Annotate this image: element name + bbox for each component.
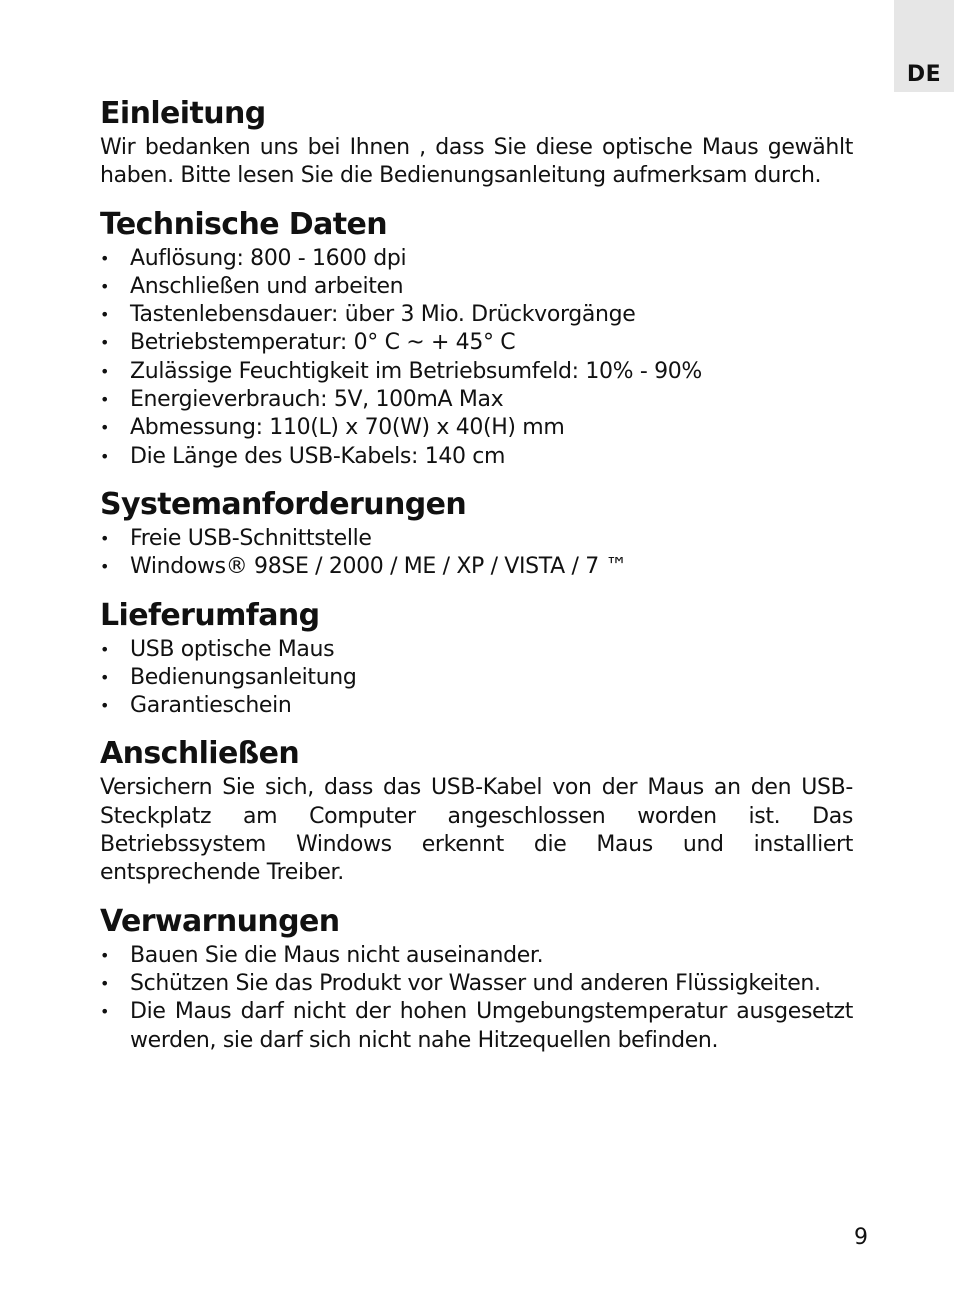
section-heading: Verwarnungen	[100, 903, 340, 939]
manual-content	[100, 94, 853, 1069]
bullet-icon: •	[100, 390, 110, 410]
language-tab-label: DE	[906, 62, 942, 87]
list-item	[100, 942, 853, 970]
section-heading: Technische Daten	[100, 206, 387, 242]
list-item	[100, 692, 853, 720]
list-item	[100, 998, 853, 1055]
bullet-icon: •	[100, 361, 110, 381]
bullet-icon: •	[100, 528, 110, 548]
list-item-text: Garantieschein	[130, 693, 292, 719]
bullet-icon: •	[100, 446, 110, 466]
bullet-icon: •	[100, 639, 110, 659]
warnings-list	[100, 942, 853, 1055]
list-item	[100, 970, 853, 998]
list-item-text: Auflösung: 800 - 1600 dpi	[130, 245, 407, 271]
list-item	[100, 525, 853, 553]
list-item	[100, 414, 853, 442]
list-item-text: Bedienungsanleitung	[130, 664, 357, 690]
spec-list	[100, 245, 853, 471]
bullet-icon: •	[100, 305, 110, 325]
bullet-icon: •	[100, 667, 110, 687]
list-item	[100, 636, 853, 664]
section-paragraph: Versichern Sie sich, dass das USB-Kabel von der Maus an den USB-Steckplatz am Computer angeschlossen worden ist. Das Betriebssystem Windows erkennt die Maus und installiert entsprechende Treiber.	[100, 775, 853, 886]
section-paragraph: Wir bedanken uns bei Ihnen , dass Sie diese optische Maus gewählt haben. Bitte lesen Sie die Bedienungsanleitung aufmerksam durch.	[100, 135, 853, 189]
list-item-text: Abmessung: 110(L) x 70(W) x 40(H) mm	[130, 415, 565, 441]
page-number: 9	[854, 1225, 868, 1250]
section-heading: Anschließen	[100, 736, 300, 772]
bullet-icon: •	[100, 557, 110, 577]
bullet-icon: •	[100, 333, 110, 353]
section-einleitung	[100, 94, 853, 191]
section-heading: Einleitung	[100, 96, 266, 131]
list-item-text: Anschließen und arbeiten	[130, 273, 404, 299]
bullet-icon: •	[100, 945, 110, 965]
list-item-text: Bauen Sie die Maus nicht auseinander.	[130, 942, 544, 968]
bullet-icon: •	[100, 248, 110, 268]
list-item-text: USB optische Maus	[130, 636, 335, 662]
list-item-text: Energieverbrauch: 5V, 100mA Max	[130, 387, 504, 413]
list-item	[100, 245, 853, 273]
list-item-text: Freie USB-Schnittstelle	[130, 525, 372, 551]
section-verwarnungen	[100, 902, 853, 1055]
section-anschliessen	[100, 734, 853, 887]
package-contents-list	[100, 636, 853, 721]
language-tab	[894, 0, 954, 92]
list-item-text: Die Länge des USB-Kabels: 140 cm	[130, 443, 506, 469]
bullet-icon: •	[100, 1002, 110, 1022]
list-item	[100, 358, 853, 386]
requirements-list	[100, 525, 853, 582]
list-item	[100, 329, 853, 357]
list-item	[100, 664, 853, 692]
bullet-icon: •	[100, 696, 110, 716]
list-item-text: Zulässige Feuchtigkeit im Betriebsumfeld: 10% - 90%	[130, 358, 702, 384]
list-item-text: Die Maus darf nicht der hohen Umgebungstemperatur ausgesetzt werden, sie darf sich nicht nahe Hitzequellen befinden.	[130, 999, 853, 1053]
list-item	[100, 443, 853, 471]
bullet-icon: •	[100, 276, 110, 296]
section-technische-daten	[100, 205, 853, 471]
bullet-icon: •	[100, 418, 110, 438]
section-heading: Systemanforderungen	[100, 486, 467, 522]
list-item-text: Schützen Sie das Produkt vor Wasser und anderen Flüssigkeiten.	[130, 970, 821, 996]
list-item	[100, 301, 853, 329]
list-item	[100, 273, 853, 301]
list-item-text: Tastenlebensdauer: über 3 Mio. Drückvorgänge	[130, 302, 636, 328]
bullet-icon: •	[100, 973, 110, 993]
section-lieferumfang	[100, 596, 853, 721]
list-item-text: Windows® 98SE / 2000 / ME / XP / VISTA / 7 ™	[130, 554, 628, 580]
section-heading: Lieferumfang	[100, 597, 320, 633]
section-systemanforderungen	[100, 485, 853, 582]
list-item	[100, 386, 853, 414]
list-item-text: Betriebstemperatur: 0° C ~ + 45° C	[130, 330, 516, 356]
list-item	[100, 553, 853, 581]
